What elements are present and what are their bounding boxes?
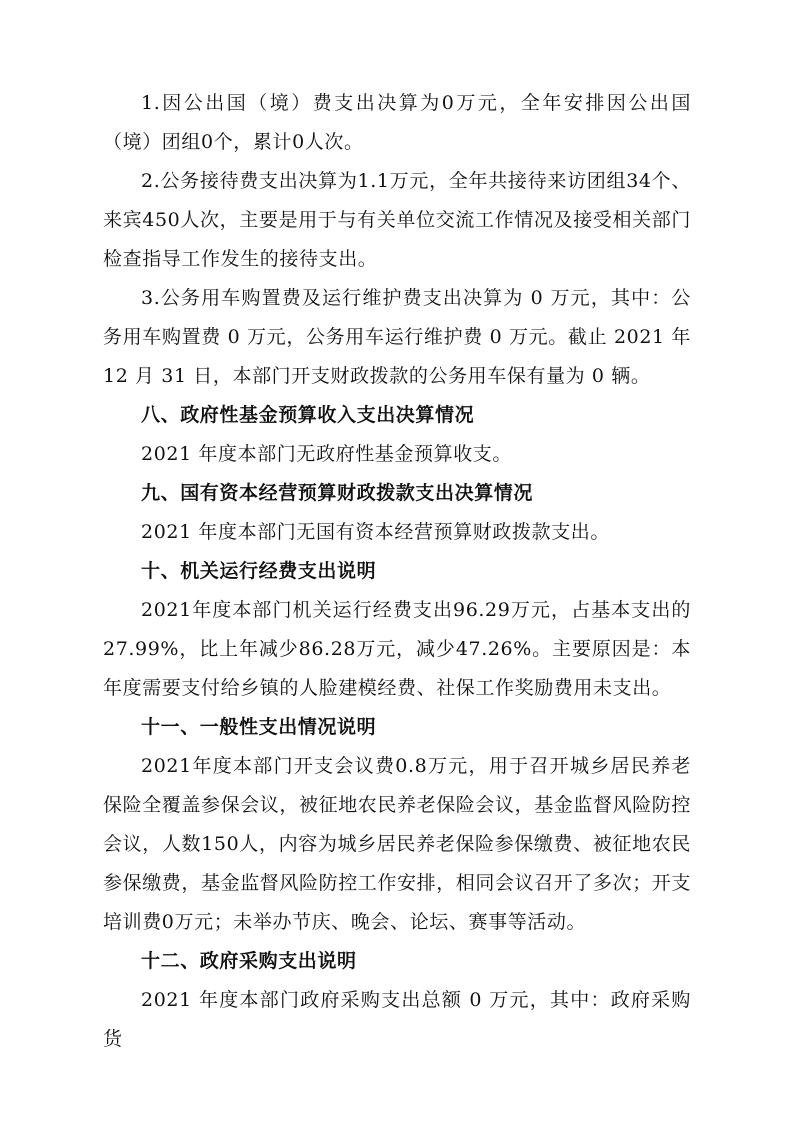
- heading-government-fund: 八、政府性基金预算收入支出决算情况: [141, 404, 475, 426]
- paragraph-procurement: 2021 年度本部门政府采购支出总额 0 万元，其中：政府采购货: [103, 989, 691, 1050]
- heading-procurement: 十二、政府采购支出说明: [141, 950, 357, 972]
- paragraph-state-capital: 2021 年度本部门无国有资本经营预算财政拨款支出。: [141, 521, 610, 543]
- paragraph-general-expenses: 2021年度本部门开支会议费0.8万元，用于召开城乡居民养老保险全覆盖参保会议，被征地农民养老保险会议，基金监督风险防控会议，人数150人，内容为城乡居民养老保险参保缴费、被征地农民参保缴费，基金监督风险防控工作安排，相同会议召开了多次；开支培训费0万元；未举办节庆、晚会、论坛、赛事等活动。: [103, 755, 692, 933]
- paragraph-operating-expenses: 2021年度本部门机关运行经费支出96.29万元，占基本支出的27.99%，比上年减少86.28万元，减少47.26%。主要原因是：本年度需要支付给乡镇的人脸建模经费、社保工作奖励费用未支出。: [103, 599, 691, 699]
- paragraph-government-fund: 2021 年度本部门无政府性基金预算收支。: [141, 443, 512, 465]
- paragraph-vehicles: 3.公务用车购置费及运行维护费支出决算为 0 万元，其中：公务用车购置费 0 万元，公务用车运行维护费 0 万元。截止 2021 年 12 月 31 日，本部门开支财政拨款的公务用车保有量为 0 辆。: [103, 287, 691, 387]
- heading-operating-expenses: 十、机关运行经费支出说明: [141, 560, 377, 582]
- heading-general-expenses: 十一、一般性支出情况说明: [141, 716, 377, 738]
- heading-state-capital: 九、国有资本经营预算财政拨款支出决算情况: [141, 482, 534, 504]
- paragraph-outbound-travel: 1.因公出国（境）费支出决算为0万元，全年安排因公出国（境）团组0个，累计0人次。: [103, 92, 691, 153]
- paragraph-reception: 2.公务接待费支出决算为1.1万元，全年共接待来访团组34个、来宾450人次，主要是用于与有关单位交流工作情况及接受相关部门检查指导工作发生的接待支出。: [103, 170, 691, 270]
